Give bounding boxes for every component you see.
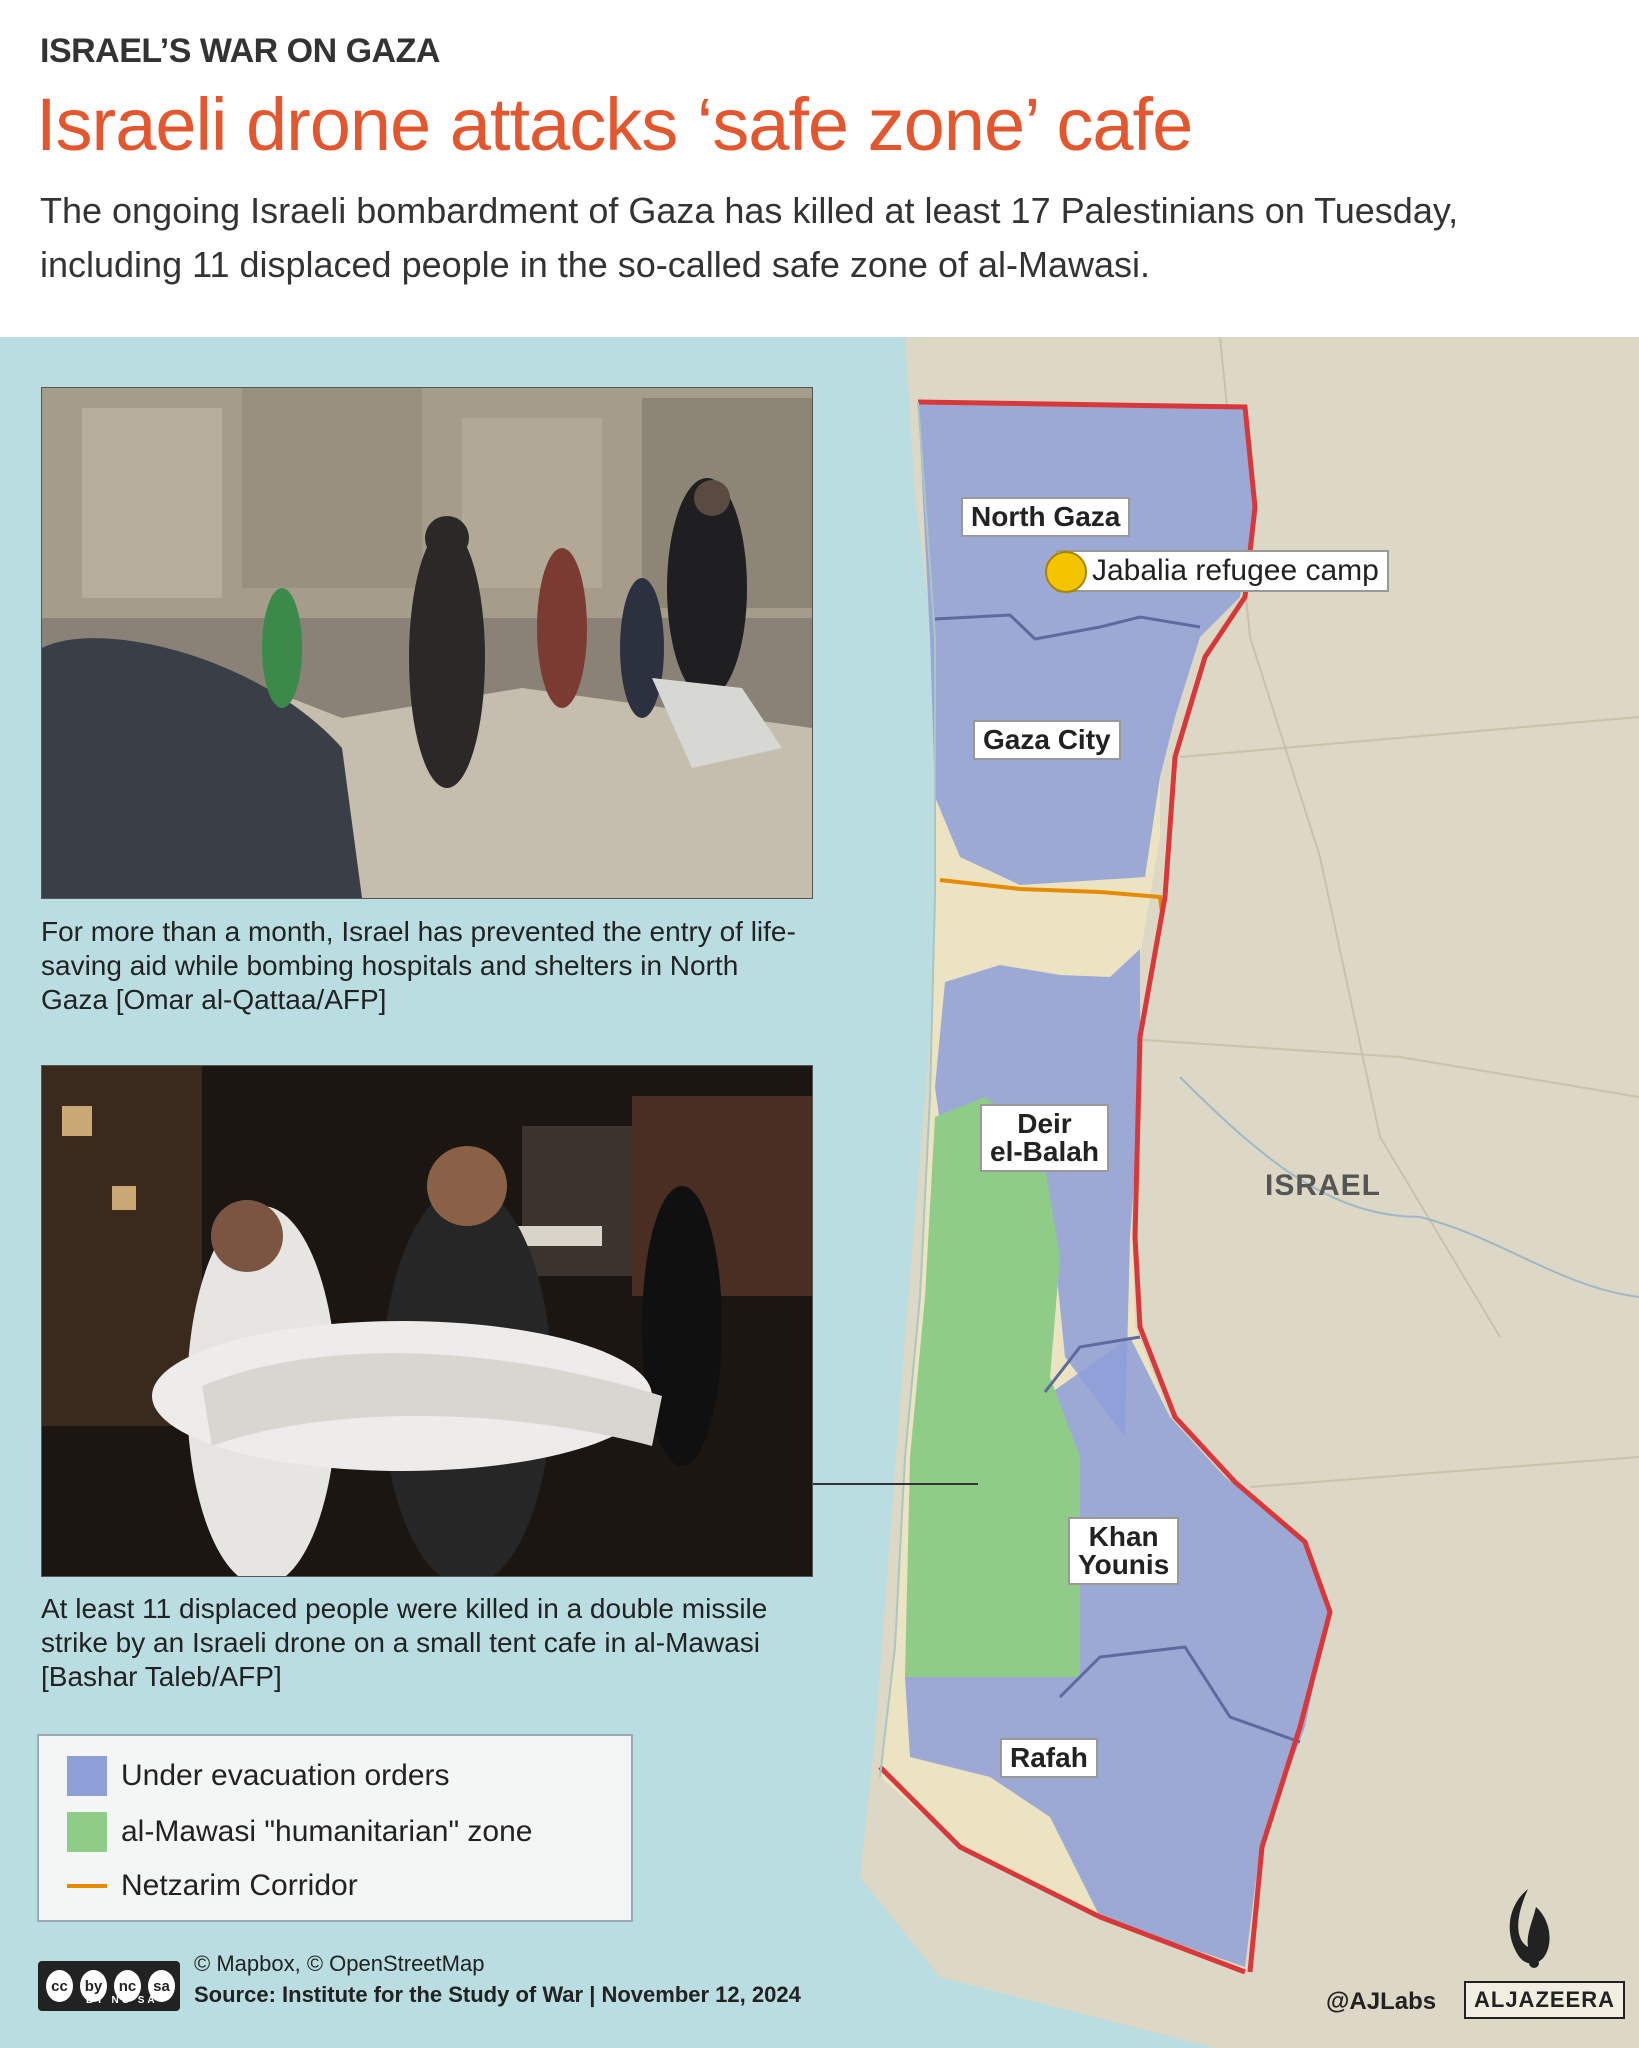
cc-nc-icon: nc <box>112 1968 143 2004</box>
legend-label-corridor: Netzarim Corridor <box>121 1869 358 1902</box>
cc-license-sub: BY NC SA <box>86 1995 158 2006</box>
photo-al-mawasi <box>41 1065 813 1577</box>
map-label-jabalia: Jabalia refugee camp <box>1056 550 1389 592</box>
map-label-deir-line1: Deir <box>1017 1108 1072 1139</box>
map-label-deir-line2: el-Balah <box>990 1136 1099 1167</box>
page-title: Israeli drone attacks ‘safe zone’ cafe <box>36 83 1193 166</box>
photo-north-gaza-caption: For more than a month, Israel has prevented the entry of life-saving aid while bombing hospitals and shelters in North Gaza [Omar al-Qattaa/AFP] <box>41 916 796 1015</box>
page-kicker: ISRAEL’S WAR ON GAZA <box>40 32 440 70</box>
map-label-gaza-city: Gaza City <box>973 720 1121 760</box>
photo-north-gaza-image <box>42 388 812 898</box>
map-label-khan-line2: Younis <box>1078 1549 1170 1580</box>
photo-al-mawasi-image <box>42 1066 812 1576</box>
legend-label-humanitarian: al-Mawasi "humanitarian" zone <box>121 1815 533 1848</box>
legend-swatch-corridor <box>67 1884 107 1888</box>
map-label-khan-line1: Khan <box>1088 1521 1159 1552</box>
legend-item-evacuation <box>67 1754 450 1798</box>
legend-swatch-evacuation <box>67 1756 107 1796</box>
legend-item-corridor <box>67 1864 358 1908</box>
map-label-deir-el-balah <box>980 1104 1109 1172</box>
page-subtitle: The ongoing Israeli bombardment of Gaza has killed at least 17 Palestinians on Tuesday, including 11 displaced people in the so-called safe zone of al-Mawasi. <box>40 190 1459 285</box>
map-credit: © Mapbox, © OpenStreetMap <box>194 1951 485 1976</box>
cc-by-icon: by <box>78 1968 109 2004</box>
jabalia-marker-icon <box>1045 551 1087 593</box>
source-line: Source: Institute for the Study of War | November 12, 2024 <box>194 1982 801 2007</box>
map-legend <box>37 1734 633 1922</box>
cc-sa-icon: sa <box>146 1968 177 2004</box>
legend-swatch-humanitarian <box>67 1812 107 1852</box>
social-handle: @AJLabs <box>1326 1988 1437 2015</box>
map-label-khan-younis <box>1068 1517 1179 1585</box>
map-label-rafah: Rafah <box>1000 1738 1098 1778</box>
photo-north-gaza <box>41 387 813 899</box>
map-label-north-gaza: North Gaza <box>961 497 1130 537</box>
photo-al-mawasi-caption: At least 11 displaced people were killed in a double missile strike by an Israeli drone on a small tent cafe in al-Mawasi [Bashar Taleb/AFP] <box>41 1593 768 1692</box>
legend-item-humanitarian <box>67 1810 533 1854</box>
legend-label-evacuation: Under evacuation orders <box>121 1759 450 1792</box>
cc-icon: cc <box>44 1968 75 2004</box>
map-stage <box>0 337 1639 2048</box>
map-label-israel: ISRAEL <box>1265 1169 1382 1202</box>
al-jazeera-wordmark: ALJAZEERA <box>1464 1981 1625 2019</box>
al-jazeera-logo-icon <box>1496 1885 1560 1971</box>
